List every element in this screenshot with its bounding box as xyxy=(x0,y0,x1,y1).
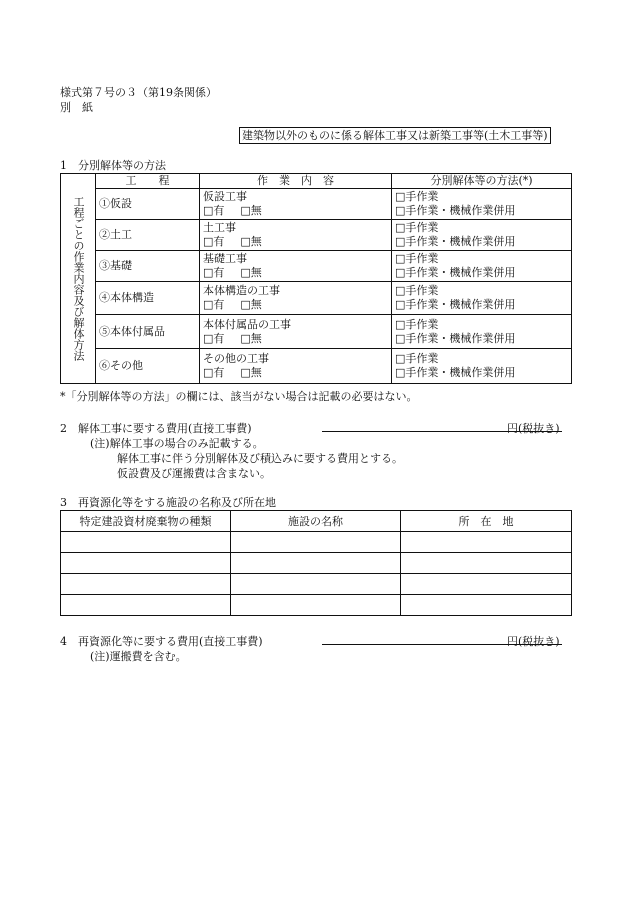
checkbox-yes[interactable]: □有 xyxy=(203,204,225,217)
table-row xyxy=(61,574,572,595)
table-row xyxy=(61,595,572,616)
boxed-title: 建築物以外のものに係る解体工事又は新築工事等(土木工事等) xyxy=(239,127,551,144)
work-name: 仮設工事 xyxy=(203,190,247,203)
table-row xyxy=(61,315,572,349)
side-label: 工程ごとの作業内容及び解体方法 xyxy=(61,174,96,384)
checkbox-no[interactable]: □無 xyxy=(240,204,262,217)
facility-cell[interactable] xyxy=(61,574,231,595)
method-options xyxy=(392,349,572,384)
step-name: ②土工 xyxy=(96,220,200,251)
checkbox-manual[interactable]: □手作業 xyxy=(395,317,439,331)
facility-cell[interactable] xyxy=(231,595,401,616)
header-work: 作 業 内 容 xyxy=(200,174,392,189)
work-content xyxy=(200,315,392,349)
facility-header-type: 特定建設資材廃棄物の種類 xyxy=(61,511,231,532)
facility-cell[interactable] xyxy=(231,553,401,574)
checkbox-yes[interactable]: □有 xyxy=(203,298,225,311)
checkbox-no[interactable]: □無 xyxy=(240,266,262,279)
step-name: ①仮設 xyxy=(96,189,200,220)
method-options xyxy=(392,282,572,315)
attachment-label: 別 紙 xyxy=(60,101,93,114)
section2-title: 2 解体工事に要する費用(直接工事費) xyxy=(60,422,252,435)
step-name: ④本体構造 xyxy=(96,282,200,315)
facility-cell[interactable] xyxy=(61,532,231,553)
work-name: 土工事 xyxy=(203,221,236,234)
checkbox-no[interactable]: □無 xyxy=(240,298,262,311)
step-name: ⑤本体付属品 xyxy=(96,315,200,349)
step-name: ⑥その他 xyxy=(96,349,200,384)
facility-cell[interactable] xyxy=(61,595,231,616)
work-content xyxy=(200,282,392,315)
work-content xyxy=(200,251,392,282)
method-table xyxy=(60,173,572,384)
checkbox-manual-machine[interactable]: □手作業・機械作業併用 xyxy=(395,331,516,345)
checkbox-no[interactable]: □無 xyxy=(240,331,262,345)
table-row xyxy=(61,220,572,251)
facility-table xyxy=(60,510,572,616)
work-name: 基礎工事 xyxy=(203,252,247,265)
work-name: その他の工事 xyxy=(203,352,269,365)
work-name: 本体構造の工事 xyxy=(203,284,280,297)
checkbox-yes[interactable]: □有 xyxy=(203,366,225,379)
method-options xyxy=(392,315,572,349)
table-row xyxy=(61,532,572,553)
checkbox-manual-machine[interactable]: □手作業・機械作業併用 xyxy=(395,204,516,217)
method-options xyxy=(392,220,572,251)
facility-cell[interactable] xyxy=(401,595,572,616)
checkbox-no[interactable]: □無 xyxy=(240,366,262,379)
header-step: 工 程 xyxy=(96,174,200,189)
section3-title: 3 再資源化等をする施設の名称及び所在地 xyxy=(60,496,276,509)
checkbox-yes[interactable]: □有 xyxy=(203,235,225,248)
facility-cell[interactable] xyxy=(231,532,401,553)
section2-note2: 解体工事に伴う分別解体及び積込みに要する費用とする。 xyxy=(117,452,403,465)
facility-header-name: 施設の名称 xyxy=(231,511,401,532)
work-content xyxy=(200,349,392,384)
checkbox-manual-machine[interactable]: □手作業・機械作業併用 xyxy=(395,298,516,311)
table-row xyxy=(61,189,572,220)
facility-header-address: 所 在 地 xyxy=(401,511,572,532)
step-name: ③基礎 xyxy=(96,251,200,282)
checkbox-yes[interactable]: □有 xyxy=(203,266,225,279)
method-options xyxy=(392,251,572,282)
form-number: 様式第７号の３（第19条関係） xyxy=(60,86,217,99)
checkbox-yes[interactable]: □有 xyxy=(203,331,225,345)
method-options xyxy=(392,189,572,220)
checkbox-manual[interactable]: □手作業 xyxy=(395,252,439,265)
checkbox-manual-machine[interactable]: □手作業・機械作業併用 xyxy=(395,266,516,279)
section2-note1: (注)解体工事の場合のみ記載する。 xyxy=(90,437,264,450)
facility-cell[interactable] xyxy=(231,574,401,595)
section1-footnote: *「分別解体等の方法」の欄には、該当がない場合は記載の必要はない。 xyxy=(60,390,418,403)
table-row xyxy=(61,282,572,315)
checkbox-manual[interactable]: □手作業 xyxy=(395,352,439,365)
facility-cell[interactable] xyxy=(401,553,572,574)
checkbox-manual[interactable]: □手作業 xyxy=(395,221,439,234)
work-name: 本体付属品の工事 xyxy=(203,317,291,331)
facility-cell[interactable] xyxy=(401,532,572,553)
facility-cell[interactable] xyxy=(401,574,572,595)
header-method: 分別解体等の方法(*) xyxy=(392,174,572,189)
section4-unit: 円(税抜き) xyxy=(507,635,560,648)
section2-unit: 円(税抜き) xyxy=(507,422,560,435)
table-row xyxy=(61,349,572,384)
table-row xyxy=(61,251,572,282)
section1-title: 1 分別解体等の方法 xyxy=(60,159,166,172)
table-row xyxy=(61,553,572,574)
checkbox-manual-machine[interactable]: □手作業・機械作業併用 xyxy=(395,366,516,379)
checkbox-manual[interactable]: □手作業 xyxy=(395,190,439,203)
checkbox-manual-machine[interactable]: □手作業・機械作業併用 xyxy=(395,235,516,248)
section2-note3: 仮設費及び運搬費は含まない。 xyxy=(117,467,271,480)
facility-cell[interactable] xyxy=(61,553,231,574)
checkbox-no[interactable]: □無 xyxy=(240,235,262,248)
checkbox-manual[interactable]: □手作業 xyxy=(395,284,439,297)
work-content xyxy=(200,220,392,251)
work-content xyxy=(200,189,392,220)
section4-title: 4 再資源化等に要する費用(直接工事費) xyxy=(60,635,263,648)
section4-note: (注)運搬費を含む。 xyxy=(90,650,187,663)
